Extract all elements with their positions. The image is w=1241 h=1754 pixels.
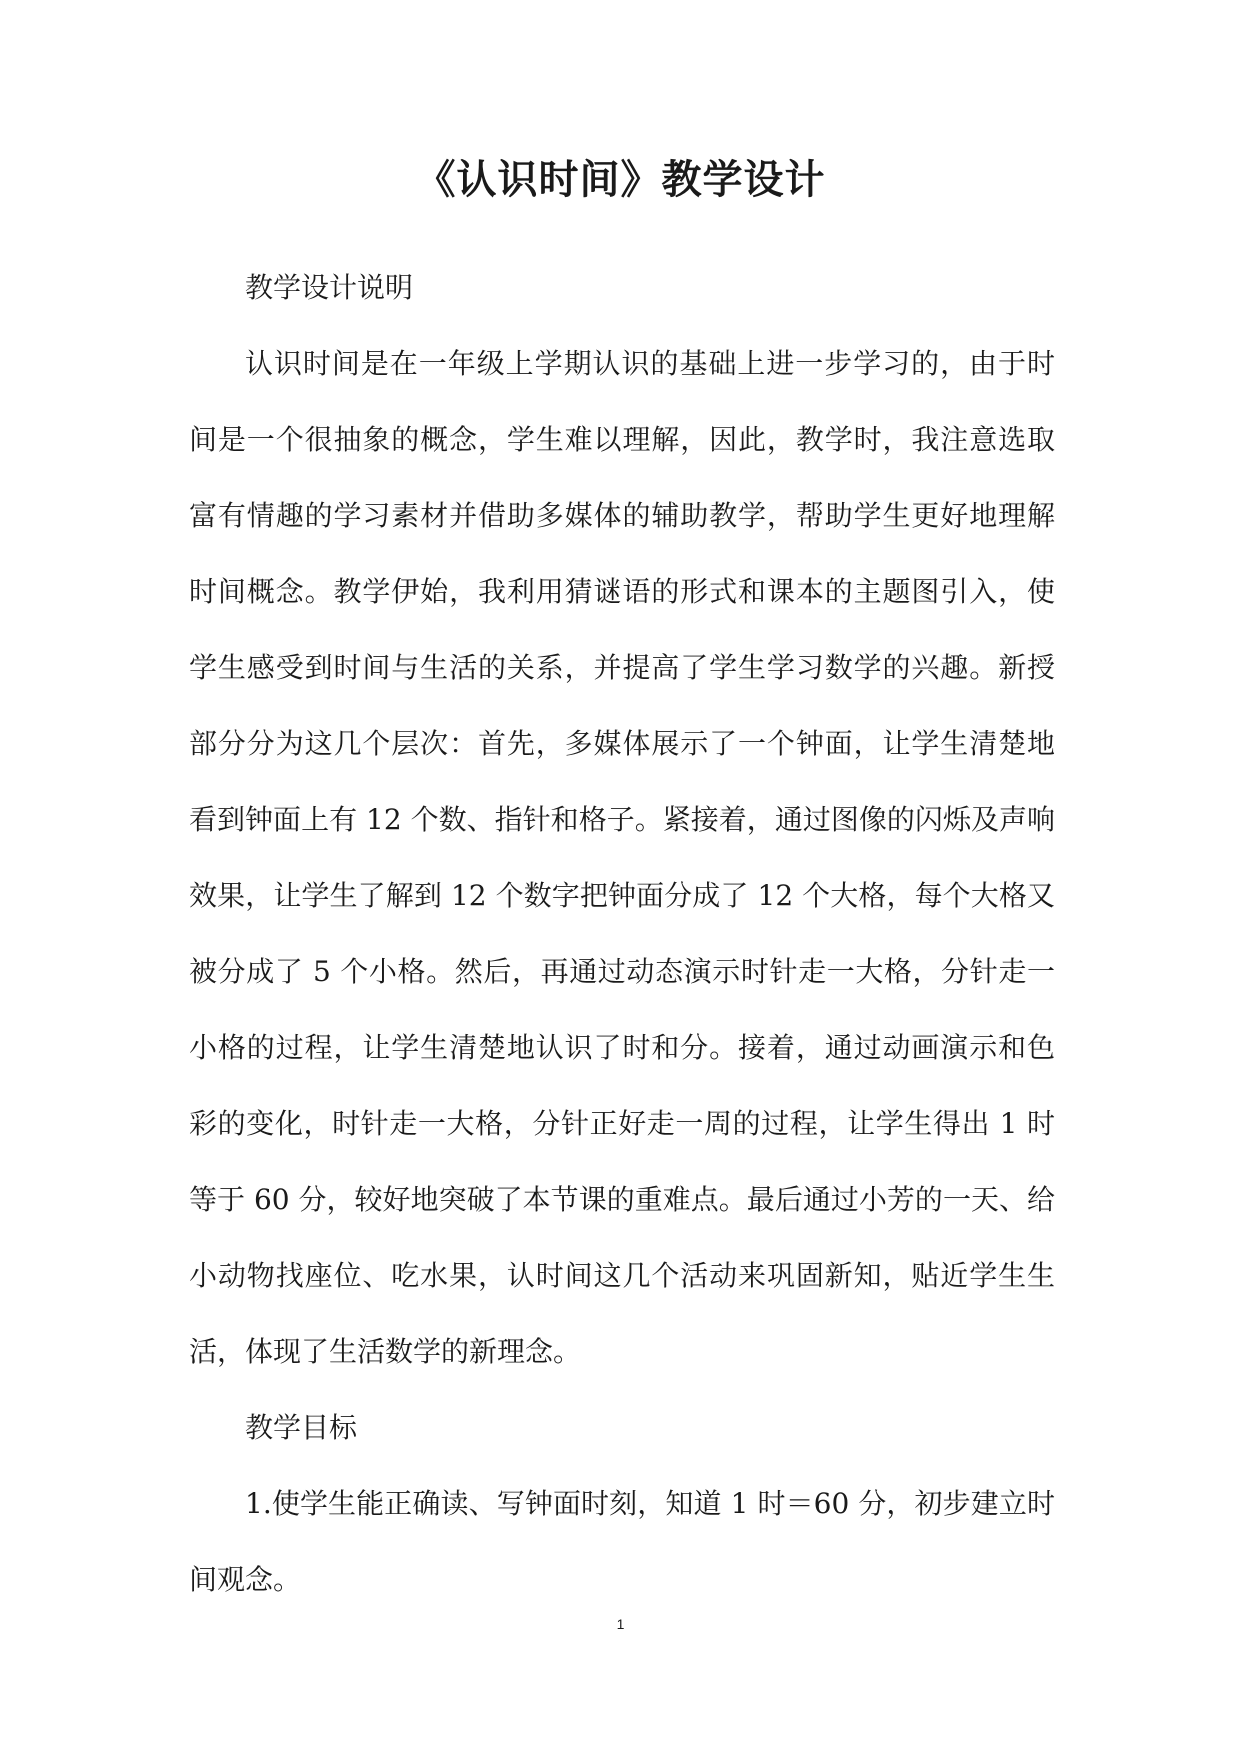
paragraph-goal-1: 1.使学生能正确读、写钟面时刻，知道 1 时＝60 分，初步建立时间观念。 <box>189 1487 1055 1596</box>
section-heading-teaching-goals: 教学目标 <box>245 1411 358 1444</box>
section-heading-design-notes: 教学设计说明 <box>245 271 414 304</box>
document-title: 《认识时间》教学设计 <box>415 157 826 203</box>
paragraph-design-notes: 认识时间是在一年级上学期认识的基础上进一步学习的，由于时间是一个很抽象的概念，学生难以理解，因此，教学时，我注意选取富有情趣的学习素材并借助多媒体的辅助教学，帮助学生更好地理解时间概念。教学伊始，我利用猜谜语的形式和课本的主题图引入，使学生感受到时间与生活的关系，并提高了学生学习数学的兴趣。新授部分分为这几个层次：首先，多媒体展示了一个钟面，让学生清楚地看到钟面上有 12 个数、指针和格子。紧接着，通过图像的闪烁及声响效果，让学生了解到 12 个数字把钟面分成了 12 个大格，每个大格又被分成了 5 个小格。然后，再通过动态演示时针走一大格，分针走一小格的过程，让学生清楚地认识了时和分。接着，通过动画演示和色彩的变化，时针走一大格，分针正好走一周的过程，让学生得出 1 时等于 60 分，较好地突破了本节课的重难点。最后通过小芳的一天、给小动物找座位、吃水果，认时间这几个活动来巩固新知，贴近学生生活，体现了生活数学的新理念。 <box>189 347 1055 1368</box>
document-body <box>189 250 1055 1618</box>
page-number: 1 <box>616 1616 625 1632</box>
